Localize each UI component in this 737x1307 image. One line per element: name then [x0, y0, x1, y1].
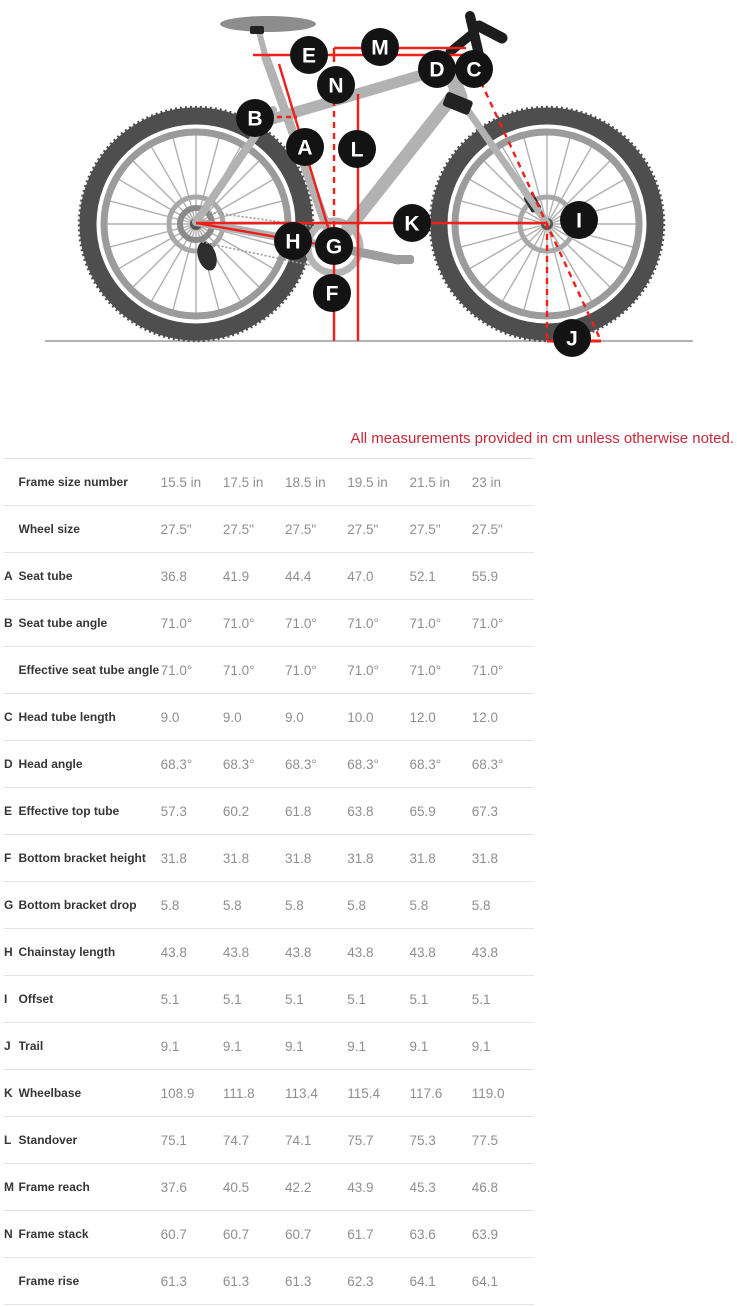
row-value: 31.8 — [347, 850, 374, 866]
row-value: 43.8 — [160, 944, 187, 960]
row-label: Wheel size — [18, 522, 80, 536]
table-row — [4, 788, 534, 835]
row-value: 75.3 — [409, 1132, 436, 1148]
table-row — [4, 506, 534, 553]
saddle — [220, 16, 316, 32]
row-value: 12.0 — [471, 709, 498, 725]
row-value: 62.3 — [347, 1273, 374, 1289]
row-label: Frame stack — [18, 1227, 89, 1241]
svg-text:L: L — [350, 138, 364, 162]
diagram-label-H — [274, 222, 312, 260]
row-value: 55.9 — [471, 568, 498, 584]
svg-text:H: H — [285, 230, 301, 254]
row-label: Standover — [18, 1133, 78, 1147]
diagram-label-D — [418, 50, 456, 88]
row-value: 67.3 — [471, 803, 498, 819]
row-value: 60.7 — [285, 1226, 312, 1242]
table-row — [4, 1164, 534, 1211]
row-value: 5.8 — [471, 897, 491, 913]
row-value: 71.0° — [409, 615, 442, 631]
row-value: 42.2 — [285, 1179, 312, 1195]
row-label: Trail — [18, 1039, 44, 1053]
row-value: 5.8 — [160, 897, 180, 913]
row-value: 31.8 — [471, 850, 498, 866]
saddle-clamp — [250, 26, 264, 34]
row-value: 27.5" — [409, 521, 441, 537]
row-value: 77.5 — [471, 1132, 498, 1148]
row-value: 9.0 — [222, 709, 242, 725]
row-value: 43.8 — [347, 944, 374, 960]
row-letter: B — [4, 616, 13, 630]
row-value: 68.3° — [409, 756, 442, 772]
svg-text:I: I — [576, 209, 582, 233]
row-letter — [4, 506, 19, 553]
row-value: 9.1 — [222, 1038, 242, 1054]
row-value: 75.7 — [347, 1132, 374, 1148]
row-value: 12.0 — [409, 709, 436, 725]
row-letter: I — [4, 992, 8, 1006]
row-label: Head tube length — [18, 710, 116, 724]
row-value: 5.8 — [409, 897, 429, 913]
row-value: 71.0° — [160, 662, 193, 678]
row-value: 43.8 — [222, 944, 250, 960]
row-value: 64.1 — [471, 1273, 498, 1289]
table-row — [4, 976, 534, 1023]
row-value: 68.3° — [347, 756, 379, 772]
row-value: 74.7 — [222, 1132, 250, 1148]
row-value: 75.1 — [160, 1132, 187, 1148]
diagram-label-K — [393, 204, 431, 242]
svg-text:E: E — [301, 44, 317, 68]
svg-text:G: G — [325, 235, 343, 259]
row-label: Wheelbase — [18, 1086, 82, 1100]
row-label: Head angle — [18, 757, 83, 771]
row-letter: M — [4, 1180, 14, 1194]
row-value: 5.1 — [160, 991, 180, 1007]
row-value: 61.3 — [222, 1273, 250, 1289]
diagram-label-F — [313, 274, 351, 312]
row-value: 64.1 — [409, 1273, 436, 1289]
row-value: 43.8 — [285, 944, 312, 960]
row-label: Seat tube angle — [18, 616, 108, 630]
row-letter: E — [4, 804, 13, 818]
table-row — [4, 553, 534, 600]
row-letter: D — [4, 757, 13, 771]
svg-text:D: D — [429, 58, 445, 82]
row-letter — [4, 459, 19, 506]
row-value: 27.5" — [347, 521, 379, 537]
row-value: 27.5" — [285, 521, 317, 537]
diagram-label-N — [317, 66, 355, 104]
table-row — [4, 459, 534, 506]
diagram-label-B — [236, 99, 274, 137]
row-label: Bottom bracket height — [18, 851, 146, 865]
svg-text:A: A — [297, 136, 313, 160]
row-value: 71.0° — [222, 662, 255, 678]
svg-text:F: F — [325, 282, 339, 306]
row-value: 5.1 — [347, 991, 367, 1007]
row-value: 61.3 — [285, 1273, 312, 1289]
diagram-label-G — [315, 227, 353, 265]
row-value: 21.5 in — [409, 474, 451, 490]
table-row — [4, 694, 534, 741]
diagram-label-A — [286, 128, 324, 166]
row-value: 61.7 — [347, 1226, 374, 1242]
row-value: 65.9 — [409, 803, 436, 819]
diagram-label-I — [560, 201, 598, 239]
row-letter — [4, 647, 19, 694]
table-row — [4, 835, 534, 882]
row-value: 63.8 — [347, 803, 374, 819]
row-value: 71.0° — [471, 662, 504, 678]
row-value: 31.8 — [409, 850, 436, 866]
row-value: 19.5 in — [347, 474, 388, 490]
row-label: Bottom bracket drop — [18, 898, 137, 912]
row-value: 47.0 — [347, 568, 374, 584]
diagram-label-M — [361, 28, 399, 66]
row-value: 108.9 — [160, 1085, 195, 1101]
svg-text:J: J — [566, 327, 578, 351]
row-value: 71.0° — [160, 615, 193, 631]
row-letter: K — [4, 1086, 13, 1100]
row-letter: C — [4, 710, 13, 724]
bike-diagram-svg — [0, 0, 737, 420]
row-value: 27.5" — [471, 521, 503, 537]
table-row — [4, 1117, 534, 1164]
row-value: 9.1 — [160, 1038, 180, 1054]
table-row — [4, 600, 534, 647]
row-value: 61.8 — [285, 803, 312, 819]
row-value: 52.1 — [409, 568, 436, 584]
geometry-table — [4, 458, 534, 1305]
row-value: 57.3 — [160, 803, 187, 819]
row-value: 5.1 — [285, 991, 304, 1007]
svg-text:B: B — [247, 107, 263, 131]
row-value: 60.2 — [222, 803, 250, 819]
row-value: 68.3° — [222, 756, 255, 772]
row-value: 5.8 — [285, 897, 304, 913]
row-value: 15.5 in — [160, 474, 202, 490]
row-value: 71.0° — [285, 615, 317, 631]
row-value: 5.1 — [471, 991, 491, 1007]
table-row — [4, 741, 534, 788]
row-value: 119.0 — [471, 1085, 505, 1101]
row-value: 68.3° — [160, 756, 193, 772]
diagram-label-C — [455, 50, 493, 88]
row-value: 115.4 — [347, 1085, 381, 1101]
row-value: 31.8 — [160, 850, 187, 866]
bike-geometry-diagram — [0, 0, 737, 420]
table-row — [4, 929, 534, 976]
row-value: 9.1 — [347, 1038, 367, 1054]
row-letter: L — [4, 1133, 12, 1147]
row-letter: G — [4, 898, 14, 912]
row-value: 71.0° — [347, 662, 379, 678]
row-value: 27.5" — [160, 521, 192, 537]
row-value: 45.3 — [409, 1179, 436, 1195]
row-value: 63.9 — [471, 1226, 498, 1242]
row-value: 74.1 — [285, 1132, 312, 1148]
pedal — [392, 255, 414, 264]
row-value: 43.8 — [471, 944, 498, 960]
row-value: 5.1 — [222, 991, 242, 1007]
row-value: 61.3 — [160, 1273, 187, 1289]
row-letter: A — [4, 569, 13, 583]
row-letter: F — [4, 851, 12, 865]
row-label: Effective seat tube angle — [18, 663, 160, 677]
row-label: Offset — [18, 992, 54, 1006]
row-value: 43.8 — [409, 944, 436, 960]
row-value: 18.5 in — [285, 474, 326, 490]
row-value: 27.5" — [222, 521, 254, 537]
svg-text:K: K — [404, 212, 420, 236]
row-value: 117.6 — [409, 1085, 443, 1101]
row-value: 5.1 — [409, 991, 429, 1007]
table-row — [4, 1070, 534, 1117]
row-value: 71.0° — [409, 662, 442, 678]
row-value: 5.8 — [222, 897, 242, 913]
row-value: 36.8 — [160, 568, 187, 584]
row-value: 9.1 — [409, 1038, 429, 1054]
row-value: 63.6 — [409, 1226, 436, 1242]
row-value: 68.3° — [285, 756, 317, 772]
row-label: Chainstay length — [18, 945, 116, 959]
table-row — [4, 1023, 534, 1070]
svg-text:M: M — [371, 36, 389, 60]
table-row — [4, 882, 534, 929]
row-value: 113.4 — [285, 1085, 318, 1101]
diagram-label-L — [338, 130, 376, 168]
row-value: 60.7 — [222, 1226, 250, 1242]
row-value: 31.8 — [285, 850, 312, 866]
row-value: 71.0° — [285, 662, 317, 678]
row-value: 31.8 — [222, 850, 250, 866]
row-label: Frame reach — [18, 1180, 90, 1194]
svg-text:C: C — [466, 58, 482, 82]
table-row — [4, 1258, 534, 1305]
row-letter: H — [4, 945, 13, 959]
row-value: 17.5 in — [222, 474, 264, 490]
diagram-label-E — [290, 36, 328, 74]
row-value: 44.4 — [285, 568, 312, 584]
row-value: 9.0 — [285, 709, 304, 725]
row-value: 9.1 — [285, 1038, 304, 1054]
row-value: 68.3° — [471, 756, 504, 772]
row-value: 71.0° — [471, 615, 504, 631]
row-letter: N — [4, 1227, 13, 1241]
row-value: 71.0° — [222, 615, 255, 631]
svg-text:N: N — [328, 74, 344, 98]
table-row — [4, 647, 534, 694]
row-value: 40.5 — [222, 1179, 250, 1195]
row-label: Frame size number — [18, 475, 128, 489]
row-label: Seat tube — [18, 569, 73, 583]
row-value: 5.8 — [347, 897, 367, 913]
row-label: Frame rise — [18, 1274, 80, 1288]
row-value: 23 in — [471, 474, 501, 490]
row-value: 37.6 — [160, 1179, 187, 1195]
table-row — [4, 1211, 534, 1258]
row-value: 60.7 — [160, 1226, 187, 1242]
row-value: 46.8 — [471, 1179, 498, 1195]
row-value: 43.9 — [347, 1179, 374, 1195]
row-letter — [4, 1258, 19, 1305]
row-value: 111.8 — [222, 1085, 255, 1101]
row-letter: J — [4, 1039, 11, 1053]
row-value: 9.0 — [160, 709, 180, 725]
row-value: 41.9 — [222, 568, 250, 584]
diagram-label-J — [553, 319, 591, 357]
row-label: Effective top tube — [18, 804, 120, 818]
row-value: 9.1 — [471, 1038, 491, 1054]
measurements-note: All measurements provided in cm unless otherwise noted. — [350, 430, 734, 447]
row-value: 10.0 — [347, 709, 374, 725]
row-value: 71.0° — [347, 615, 379, 631]
